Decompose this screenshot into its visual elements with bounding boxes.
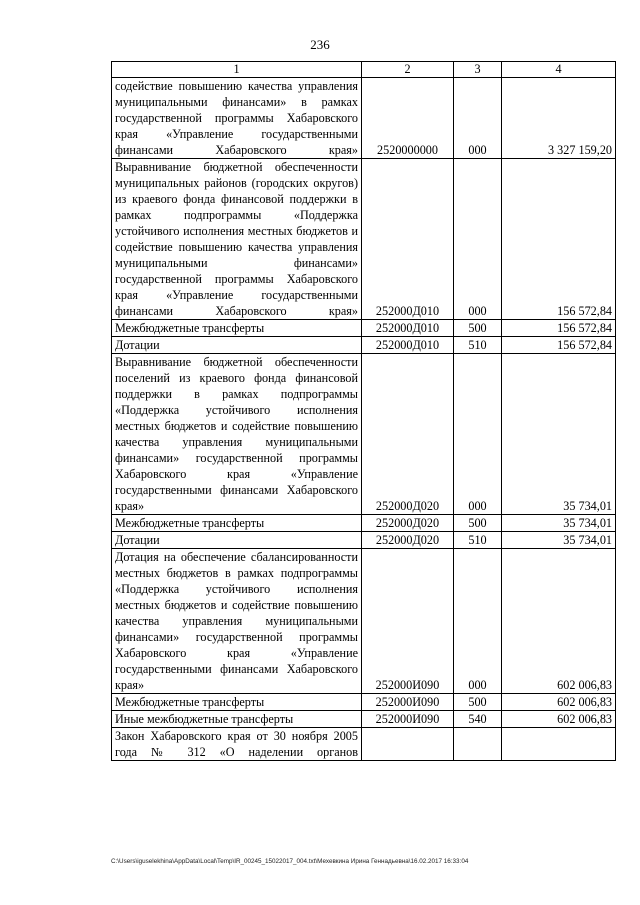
column-header: 1	[112, 62, 362, 78]
table-row	[112, 549, 616, 694]
table-row	[112, 532, 616, 549]
row-name: Межбюджетные трансферты	[112, 694, 362, 711]
row-amount: 35 734,01	[502, 354, 616, 515]
row-type: 500	[454, 694, 502, 711]
row-amount: 602 006,83	[502, 711, 616, 728]
table-row	[112, 337, 616, 354]
row-code	[362, 728, 454, 761]
row-code: 252000И090	[362, 711, 454, 728]
row-type: 000	[454, 354, 502, 515]
table-row	[112, 354, 616, 515]
row-type	[454, 728, 502, 761]
table-header-row	[112, 62, 616, 78]
row-code: 252000И090	[362, 694, 454, 711]
row-code: 252000Д020	[362, 354, 454, 515]
row-name: Дотации	[112, 337, 362, 354]
column-header: 3	[454, 62, 502, 78]
row-amount: 35 734,01	[502, 515, 616, 532]
row-code: 252000И090	[362, 549, 454, 694]
row-name: Закон Хабаровского края от 30 ноября 2005 года № 312 «О наделении органов	[112, 728, 362, 761]
table-row	[112, 78, 616, 159]
row-amount: 156 572,84	[502, 159, 616, 320]
row-name: Выравнивание бюджетной обеспеченности муниципальных районов (городских округов) из краевого фонда финансовой поддержки в рамках подпрограммы «Поддержка устойчивого исполнения местных бюджетов и содействие повышению качества управления муниципальными финансами» государственной программы Хабаровского края «Управление государственными финансами Хабаровского края»	[112, 159, 362, 320]
row-type: 500	[454, 320, 502, 337]
row-amount: 156 572,84	[502, 320, 616, 337]
row-type: 510	[454, 337, 502, 354]
row-type: 000	[454, 549, 502, 694]
table-row	[112, 159, 616, 320]
row-name: Межбюджетные трансферты	[112, 515, 362, 532]
row-code: 252000Д010	[362, 159, 454, 320]
table-row	[112, 320, 616, 337]
row-amount: 35 734,01	[502, 532, 616, 549]
row-code: 252000Д010	[362, 320, 454, 337]
row-name: содействие повышению качества управления муниципальными финансами» в рамках государственной программы Хабаровского края «Управление государственными финансами Хабаровского края»	[112, 78, 362, 159]
row-name: Дотация на обеспечение сбалансированности местных бюджетов в рамках подпрограммы «Поддержка устойчивого исполнения местных бюджетов и содействие повышению качества управления муниципальными финансами» государственной программы Хабаровского края «Управление государственными финансами Хабаровского края»	[112, 549, 362, 694]
table-row	[112, 694, 616, 711]
page-number: 236	[310, 37, 330, 52]
row-amount	[502, 728, 616, 761]
row-code: 252000Д020	[362, 532, 454, 549]
row-name: Дотации	[112, 532, 362, 549]
row-name: Межбюджетные трансферты	[112, 320, 362, 337]
row-name: Иные межбюджетные трансферты	[112, 711, 362, 728]
budget-table	[111, 61, 616, 761]
row-type: 000	[454, 159, 502, 320]
table-row	[112, 728, 616, 761]
row-amount: 602 006,83	[502, 549, 616, 694]
row-code: 2520000000	[362, 78, 454, 159]
table-row	[112, 711, 616, 728]
file-path-footer: C:\Users\iguselekhina\AppData\Local\Temp\IR_00245_15022017_004.txt\Мехевкина Ирина Геннадьевна\16.02.2017 16:33:04	[111, 858, 469, 865]
row-amount: 602 006,83	[502, 694, 616, 711]
row-type: 000	[454, 78, 502, 159]
row-type: 540	[454, 711, 502, 728]
column-header: 4	[502, 62, 616, 78]
row-type: 500	[454, 515, 502, 532]
row-type: 510	[454, 532, 502, 549]
column-header: 2	[362, 62, 454, 78]
row-amount: 3 327 159,20	[502, 78, 616, 159]
table-row	[112, 515, 616, 532]
row-amount: 156 572,84	[502, 337, 616, 354]
row-code: 252000Д010	[362, 337, 454, 354]
row-code: 252000Д020	[362, 515, 454, 532]
row-name: Выравнивание бюджетной обеспеченности поселений из краевого фонда финансовой поддержки в рамках подпрограммы «Поддержка устойчивого исполнения местных бюджетов и содействие повышению качества управления муниципальными финансами» государственной программы Хабаровского края «Управление государственными финансами Хабаровского края»	[112, 354, 362, 515]
